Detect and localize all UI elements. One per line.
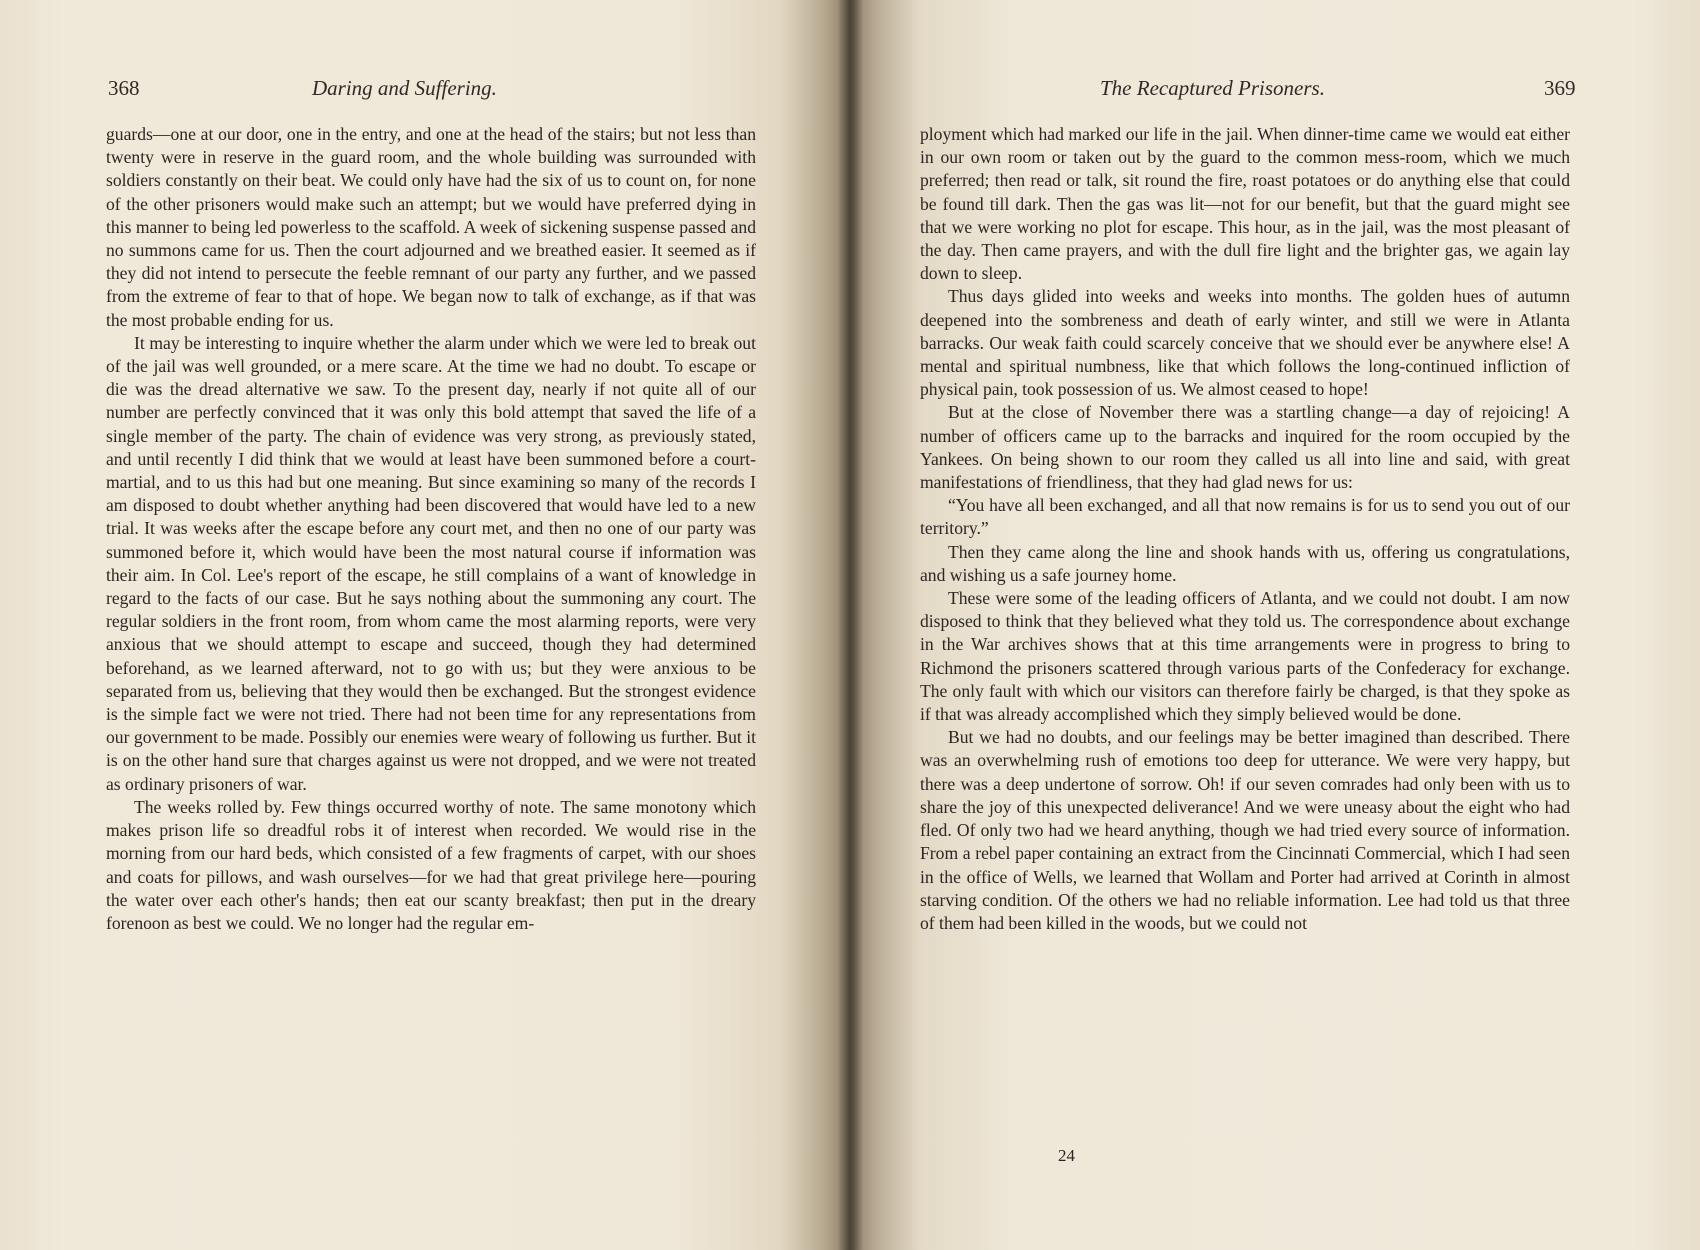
paragraph: ployment which had marked our life in the jail. When dinner-time came we would eat either in our own room or taken out by the guard to the common mess-room, which we much preferred; then read or talk, sit round the fire, roast potatoes or do anything else that could be found till dark. Then the gas was lit—not for our benefit, but that the guard might see that we were working no plot for escape. This hour, as in the jail, was the most pleasant of the day. Then came prayers, and with the dull fire light and the brighter gas, we again lay down to sleep. (920, 124, 1570, 284)
right-page-number: 369 (1544, 76, 1576, 100)
right-running-head: The Recaptured Prisoners. (1100, 76, 1325, 100)
left-running-head: Daring and Suffering. (312, 76, 497, 100)
right-page-body (920, 123, 1570, 935)
paragraph: These were some of the leading officers of Atlanta, and we could not doubt. I am now disposed to think that they believed what they told us. The correspondence about exchange in the War archives shows that at this time arrangements were in progress to bring to Richmond the prisoners scattered through various parts of the Confederacy for exchange. The only fault with which our visitors can therefore fairly be charged, is that they spoke as if that was already accomplished which they simply believed would be done. (920, 588, 1570, 725)
left-page (0, 0, 848, 1250)
paragraph: But at the close of November there was a startling change—a day of rejoicing! A number of officers came up to the barracks and inquired for the room occupied by the Yankees. On being shown to our room they called us all into line and said, with great manifestations of friendliness, that they had glad news for us: (920, 402, 1570, 493)
left-page-number: 368 (108, 76, 140, 100)
signature-mark: 24 (1058, 1146, 1075, 1165)
book-gutter (838, 0, 864, 1250)
paragraph: The weeks rolled by. Few things occurred worthy of note. The same monotony which makes prison life so dreadful robs it of interest when recorded. We would rise in the morning from our hard beds, which consisted of a few fragments of carpet, with our shoes and coats for pillows, and wash ourselves—for we had that great privilege here—pouring the water over each other's hands; then eat our scanty breakfast; then put in the dreary forenoon as best we could. We no longer had the regular em- (106, 796, 756, 933)
paragraph: But we had no doubts, and our feelings may be better imagined than described. There was an overwhelming rush of emotions too deep for utterance. We were very happy, but there was a deep undertone of sorrow. Oh! if our seven comrades had only been with us to share the joy of this unexpected deliverance! And we were uneasy about the eight who had fled. Of only two had we heard anything, though we had tried every source of information. From a rebel paper containing an extract from the Cincinnati Commercial, which I had seen in the office of Wells, we learned that Wollam and Porter had arrived at Corinth in almost starving condition. Of the others we had no reliable information. Lee had told us that three of them had been killed in the woods, but we could not (920, 727, 1570, 933)
paragraph: It may be interesting to inquire whether the alarm under which we were led to break out of the jail was well grounded, or a mere scare. At the time we had no doubt. To escape or die was the dread alternative we saw. To the present day, nearly if not quite all of our number are perfectly convinced that it was only this bold attempt that saved the life of a single member of the party. The chain of evidence was very strong, as previously stated, and until recently I did think that we would at least have been summoned before a court-martial, and to us this had but one meaning. But since examining so many of the records I am disposed to doubt whether anything had been discovered that would have led to a new trial. It was weeks after the escape before any court met, and then no one of our party was summoned before it, which would have been the most natural course if information was their aim. In Col. Lee's report of the escape, he still complains of a want of knowledge in regard to the facts of our case. But he says nothing about the summoning any court. The regular soldiers in the front room, from whom came the most alarming reports, were very anxious that we should attempt to escape and succeed, though they had determined beforehand, as we learned afterward, not to go with us; but they were anxious to be separated from us, believing that they would then be exchanged. But the strongest evidence is the simple fact we were not tried. There had not been time for any representations from our government to be made. Possibly our enemies were weary of following us further. But it is on the other hand sure that charges against us were not dropped, and we were not treated as ordinary prisoners of war. (106, 332, 756, 794)
right-page (852, 0, 1700, 1250)
paragraph: “You have all been exchanged, and all that now remains is for us to send you out of our territory.” (920, 495, 1570, 539)
left-page-body (106, 123, 756, 935)
paragraph: guards—one at our door, one in the entry, and one at the head of the stairs; but not less than twenty were in reserve in the guard room, and the whole building was surrounded with soldiers constantly on their beat. We could only have had the six of us to count on, for none of the other prisoners would make such an attempt; but we would have preferred dying in this manner to being led powerless to the scaffold. A week of sickening suspense passed and no summons came for us. Then the court adjourned and we breathed easier. It seemed as if they did not intend to persecute the feeble remnant of our party any further, and we passed from the extreme of fear to that of hope. We began now to talk of exchange, as if that was the most probable ending for us. (106, 124, 756, 330)
paragraph: Then they came along the line and shook hands with us, offering us congratulations, and wishing us a safe journey home. (920, 541, 1570, 585)
paragraph: Thus days glided into weeks and weeks into months. The golden hues of autumn deepened into the sombreness and death of early winter, and still we were in Atlanta barracks. Our weak faith could scarcely conceive that we should ever be anywhere else! A mental and spiritual numbness, like that which follows the long-continued infliction of physical pain, took possession of us. We almost ceased to hope! (920, 286, 1570, 400)
